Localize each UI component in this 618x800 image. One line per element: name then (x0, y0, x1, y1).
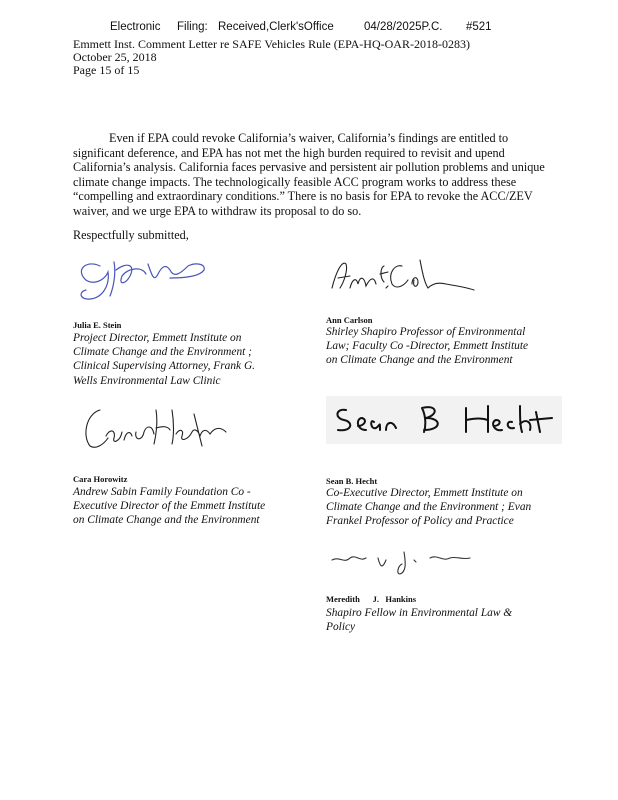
title-line: Project Director, Emmett Institute on (73, 332, 242, 344)
stamp-electronic: Electronic (110, 21, 161, 33)
signature-horowitz (76, 402, 238, 454)
title-line: on Climate Change and the Environment (326, 354, 513, 367)
signatory-name-carlson: Ann Carlson (326, 315, 373, 325)
title-line: Shirley Shapiro Professor of Environmental (326, 326, 526, 338)
signatory-title-hecht (326, 486, 531, 529)
signatory-name-hankins: Meredith J. Hankins (326, 594, 417, 604)
title-line: Law; Faculty Co -Director, Emmett Institute (326, 340, 529, 353)
title-line: Andrew Sabin Family Foundation Co - (73, 486, 251, 498)
signatory-title-hankins (326, 606, 512, 634)
header-date: October 25, 2018 (73, 50, 157, 64)
signatory-name-stein: Julia E. Stein (73, 320, 122, 330)
stamp-number: #521 (466, 21, 492, 33)
signature-hankins (330, 546, 480, 578)
title-line: on Climate Change and the Environment (73, 514, 260, 527)
title-line: Climate Change and the Environment ; (73, 346, 252, 359)
title-line: Clinical Supervising Attorney, Frank G. (73, 360, 256, 373)
title-line: Co-Executive Director, Emmett Institute on (326, 487, 523, 499)
signatory-title-horowitz (73, 485, 265, 528)
signatory-title-stein (73, 331, 255, 388)
signatory-name-hecht: Sean B. Hecht (326, 476, 378, 486)
closing-line: Respectfully submitted, (73, 228, 189, 242)
signature-stein (70, 252, 212, 304)
title-line: Frankel Professor of Policy and Practice (326, 515, 514, 528)
header-title: Emmett Inst. Comment Letter re SAFE Vehicles Rule (EPA-HQ-OAR-2018-0283) (73, 37, 470, 51)
signature-carlson (328, 254, 478, 300)
signatory-title-carlson (326, 325, 528, 368)
stamp-date: 04/28/2025P.C. (364, 21, 443, 33)
title-line: Shapiro Fellow in Environmental Law & (326, 607, 513, 619)
signature-hecht (326, 396, 562, 444)
title-line: Policy (326, 621, 356, 634)
stamp-received: Received,Clerk'sOffice (218, 21, 334, 33)
title-line: Climate Change and the Environment ; Evan (326, 501, 532, 514)
stamp-filing: Filing: (177, 21, 208, 33)
signatory-name-horowitz: Cara Horowitz (73, 474, 128, 484)
title-line: Wells Environmental Law Clinic (73, 374, 221, 387)
body-paragraph: Even if EPA could revoke California’s waiver, California’s findings are entitled to significant deference, and EPA has not met the high burden required to revisit and upend California’s analysis. California faces pervasive and persistent air pollution problems and unique climate change impacts. The technologically feasible ACC program works to address these “compelling and extraordinary conditions.” There is no basis for EPA to revoke the ACC/ZEV waiver, and we urge EPA to withdraw its proposal to do so. (73, 131, 545, 218)
header-page-number: Page 15 of 15 (73, 63, 140, 77)
title-line: Executive Director of the Emmett Institute (73, 500, 266, 513)
